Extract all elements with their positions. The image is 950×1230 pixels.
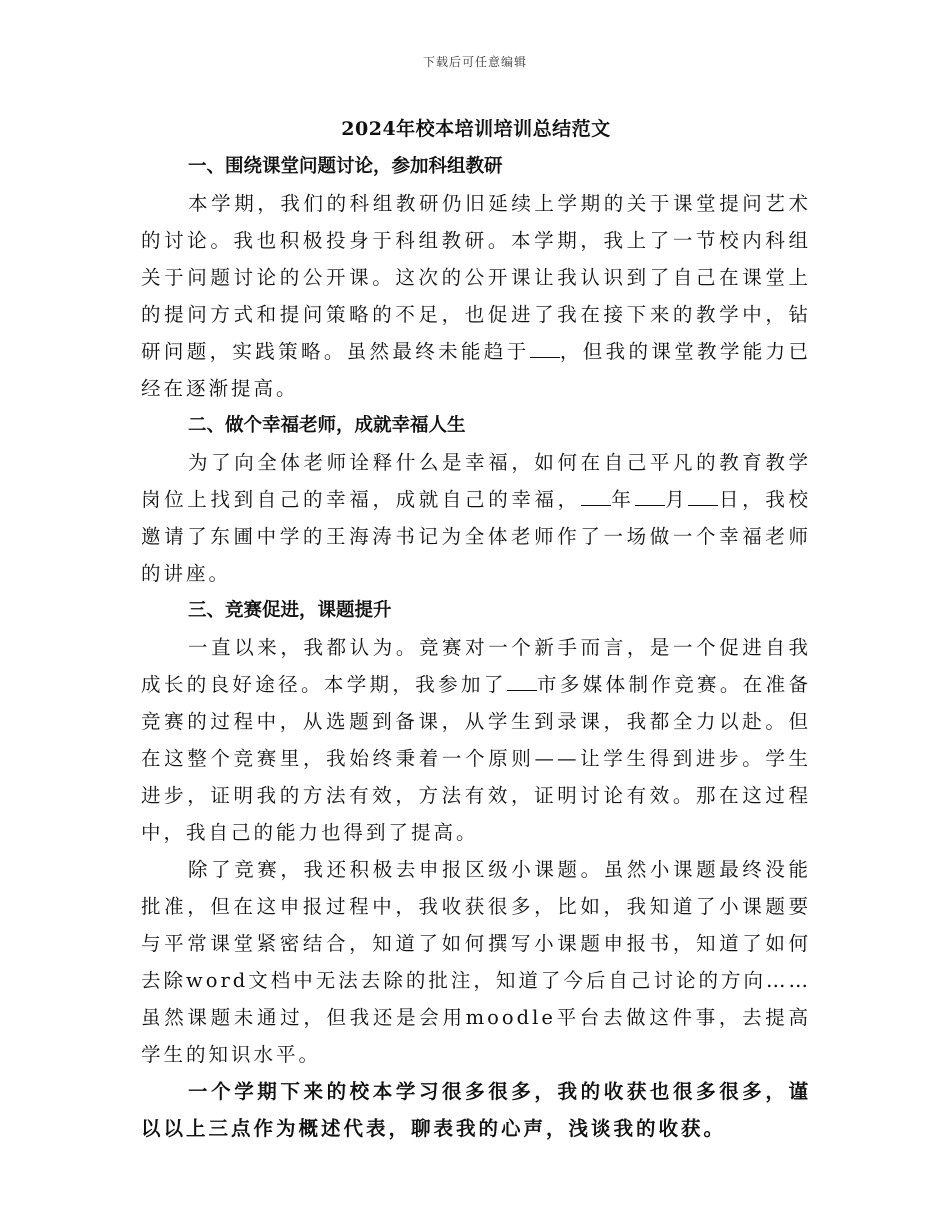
- section-3-heading: 三、竞赛促进，课题提升: [188, 600, 392, 621]
- year-label: 年: [610, 488, 635, 511]
- section-1-text-a: 本学期，我们的科组教研仍旧延续上学期的关于课堂提问艺术的讨论。我也积极投身于科组教研。本学期，我上了一节校内科组关于问题讨论的公开课。这次的公开课让我认识到了自己在课堂上的提问方式和提问策略的不足，也促进了我在接下来的教学中，钻研问题，实践策略。虽然最终未能趋于: [141, 192, 811, 363]
- document-body: [141, 110, 811, 1147]
- day-blank: [688, 486, 718, 507]
- section-1-heading: 一、围绕课堂问题讨论，参加科组教研: [188, 156, 503, 177]
- year-blank: [581, 486, 611, 507]
- section-2-text-b: 日，我校邀请了东圃中学的王海涛书记为全体老师作了一场做一个幸福老师的讲座。: [141, 488, 811, 585]
- document-title: 2024年校本培训培训总结范文: [341, 118, 611, 140]
- city-blank: [507, 671, 537, 692]
- header-note: 下载后可任意编辑: [422, 55, 527, 69]
- section-3-text-b: 市多媒体制作竞赛。在准备竞赛的过程中，从选题到备课，从学生到录课，我都全力以赴。但在这整个竞赛里，我始终秉着一个原则——让学生得到进步。学生进步，证明我的方法有效，方法有效，证明讨论有效。那在这过程中，我自己的能力也得到了提高。: [141, 673, 811, 844]
- section-3-paragraph-1: [141, 629, 811, 851]
- section-1-paragraph: [141, 185, 811, 407]
- section-2-paragraph: [141, 444, 811, 592]
- section-3-text-a: 一直以来，我都认为。竞赛对一个新手而言，是一个促进自我成长的良好途径。本学期，我参加了: [141, 636, 811, 696]
- section-2-text-a: 为了向全体老师诠释什么是幸福，如何在自己平凡的教育教学岗位上找到自己的幸福，成就自己的幸福，: [141, 451, 811, 511]
- month-label: 月: [664, 488, 689, 511]
- section-1-text-b: ，但我的课堂教学能力已经在逐渐提高。: [141, 340, 811, 400]
- section-2-heading: 二、做个幸福老师，成就幸福人生: [188, 415, 466, 436]
- closing-paragraph: 一个学期下来的校本学习很多很多，我的收获也很多很多，谨以以上三点作为概述代表，聊表我的心声，浅谈我的收获。: [141, 1080, 811, 1140]
- month-blank: [635, 486, 665, 507]
- blank-field: [530, 338, 560, 359]
- section-3-paragraph-2: 除了竞赛，我还积极去申报区级小课题。虽然小课题最终没能批准，但在这申报过程中，我收获很多，比如，我知道了小课题要与平常课堂紧密结合，知道了如何撰写小课题申报书，知道了如何去除word文档中无法去除的批注，知道了今后自己讨论的方向……虽然课题未通过，但我还是会用moodle平台去做这件事，去提高学生的知识水平。: [141, 858, 811, 1066]
